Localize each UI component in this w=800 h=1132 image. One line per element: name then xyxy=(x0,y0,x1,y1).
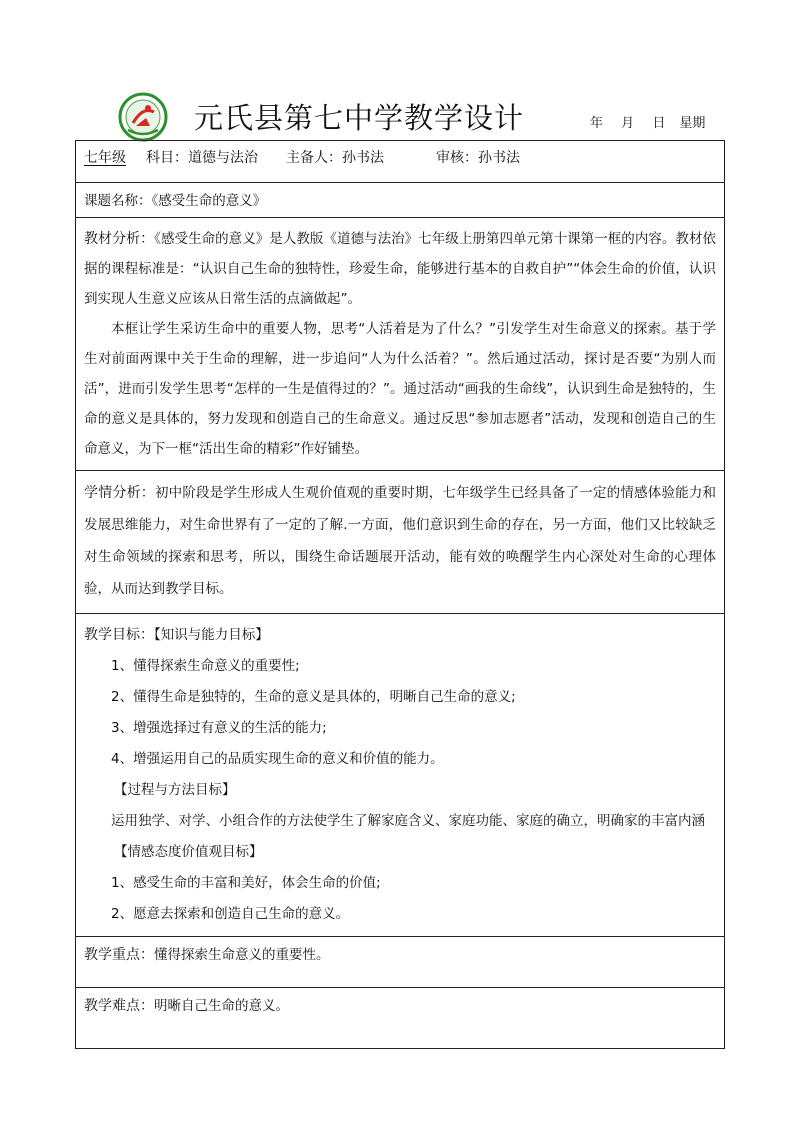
year-label: 年 xyxy=(590,116,604,131)
knowledge-item: 2、懂得生命是独特的，生命的意义是具体的，明晰自己生命的意义; xyxy=(111,689,516,705)
school-emblem-icon xyxy=(118,92,168,142)
info-row xyxy=(76,141,725,183)
topic-row xyxy=(76,183,725,218)
difficulty-label: 教学难点： xyxy=(84,998,154,1014)
lesson-plan-table xyxy=(75,140,725,1049)
knowledge-item: 3、增强选择过有意义的生活的能力; xyxy=(111,720,327,736)
emotion-heading: 【情感态度价值观目标】 xyxy=(114,844,263,860)
month-label: 月 xyxy=(621,116,635,131)
students-text: 初中阶段是学生形成人生观价值观的重要时期，七年级学生已经具备了一定的情感体验能力和发展思维能力，对生命世界有了一定的了解.一方面，他们意识到生命的存在，另一方面，他们又比较缺乏对生命领域的探索和思考，所以，围绕生命话题展开活动，能有效的唤醒学生内心深处对生命的心理体验，从而达到教学目标。 xyxy=(84,485,717,597)
process-text: 运用独学、对学、小组合作的方法使学生了解家庭含义、家庭功能、家庭的确立，明确家的丰富内涵 xyxy=(111,813,705,829)
analysis-paragraph-2: 本框让学生采访生命中的重要人物，思考“人活着是为了什么？”引发学生对生命意义的探索。基于学生对前面两课中关于生命的理解，进一步追问“人为什么活着？”。然后通过活动，探讨是否要“为别人而活”，进而引发学生思考“怎样的一生是值得过的？”。通过活动“画我的生命线”，认识到生命是独特的，生命的意义是具体的，努力发现和创造自己的生命意义。通过反思“参加志愿者”活动，发现和创造自己的生命意义，为下一框“活出生命的精彩”作好铺垫。 xyxy=(84,321,716,457)
school-title: 元氏县第七中学教学设计 xyxy=(194,101,525,135)
teaching-focus-row xyxy=(76,937,725,988)
document-header xyxy=(110,92,730,144)
material-analysis-row xyxy=(76,218,725,471)
knowledge-heading: 【知识与能力目标】 xyxy=(154,627,269,643)
grade: 七年级 xyxy=(84,150,126,166)
analysis-paragraph-1: 《感受生命的意义》是人教版《道德与法治》七年级上册第四单元第十课第一框的内容。教材依据的课程标准是：“认识自己生命的独特性，珍爱生命，能够进行基本的自救自护”“体会生命的价值，认识到实现人生意义应该从日常生活的点滴做起”。 xyxy=(84,231,717,307)
topic-label: 课题名称： xyxy=(84,193,152,209)
analysis-label: 教材分析： xyxy=(84,231,155,247)
difficulty-value: 明晰自己生命的意义。 xyxy=(154,998,289,1014)
student-analysis-row xyxy=(76,471,725,614)
knowledge-item: 1、懂得探索生命意义的重要性; xyxy=(111,658,300,674)
emotion-item: 2、愿意去探索和创造自己生命的意义。 xyxy=(111,906,350,922)
weekday-label: 星期 xyxy=(679,116,706,131)
subject-label: 科目： xyxy=(146,150,188,166)
emotion-item: 1、感受生命的丰富和美好，体会生命的价值; xyxy=(111,875,381,891)
day-label: 日 xyxy=(652,116,666,131)
date-line xyxy=(590,112,719,131)
preparer-label: 主备人： xyxy=(286,150,342,166)
reviewer-label: 审核： xyxy=(436,150,478,166)
preparer: 孙书法 xyxy=(342,150,384,166)
teaching-goals-row xyxy=(76,614,725,937)
focus-value: 懂得探索生命意义的重要性。 xyxy=(154,947,330,963)
goals-label: 教学目标： xyxy=(84,627,154,643)
reviewer: 孙书法 xyxy=(478,150,520,166)
process-heading: 【过程与方法目标】 xyxy=(114,782,236,798)
topic-value: 《感受生命的意义》 xyxy=(151,193,267,209)
focus-label: 教学重点： xyxy=(84,947,154,963)
knowledge-item: 4、增强运用自己的品质实现生命的意义和价值的能力。 xyxy=(111,751,444,767)
teaching-difficulty-row xyxy=(76,988,725,1049)
subject: 道德与法治 xyxy=(188,150,258,166)
students-label: 学情分析： xyxy=(84,485,155,501)
